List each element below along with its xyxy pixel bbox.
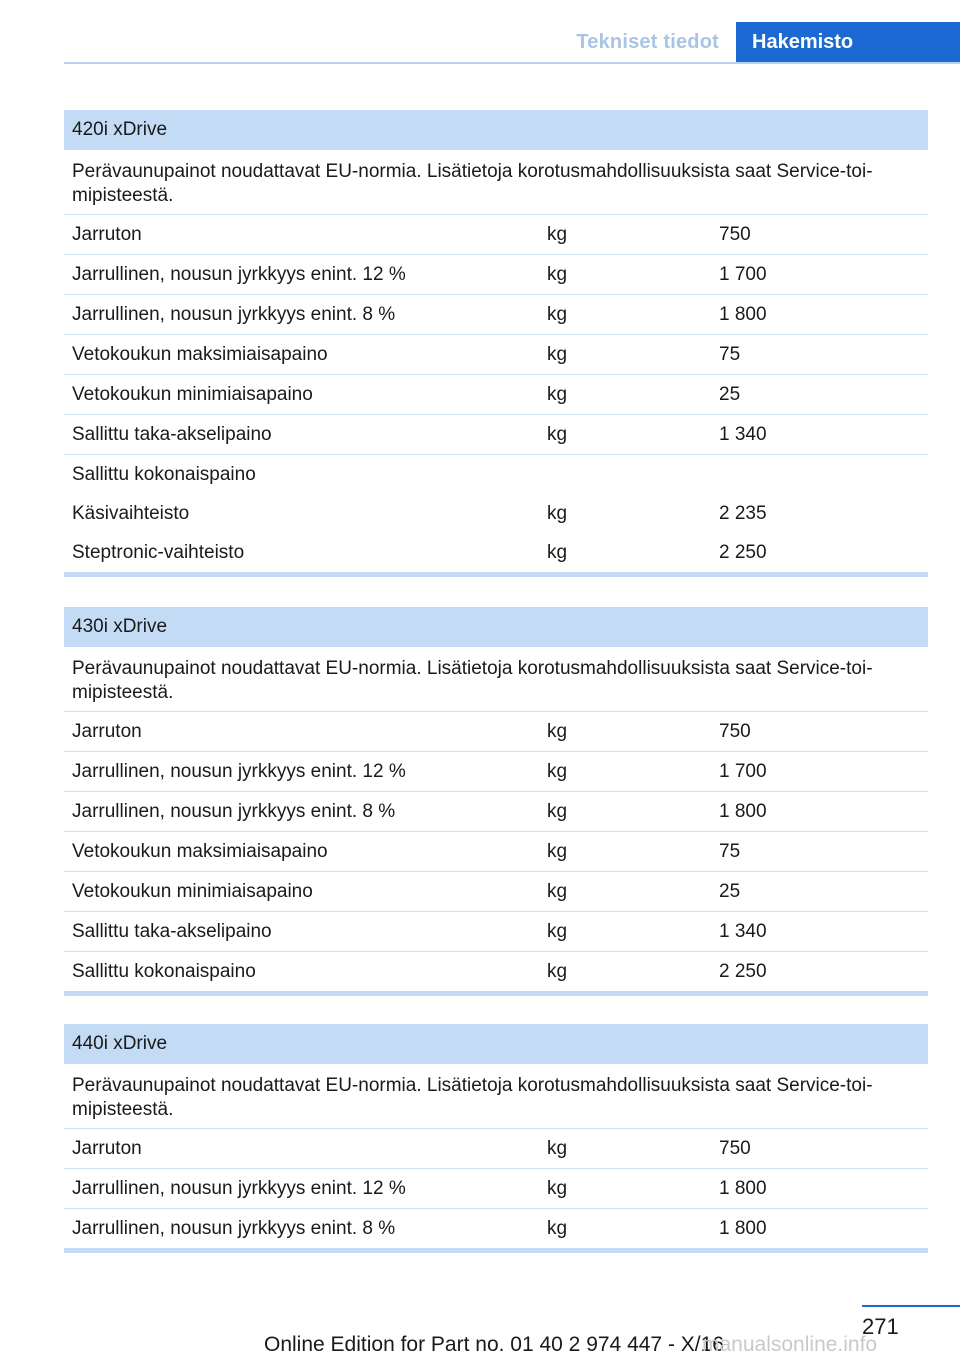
table-row — [64, 455, 928, 494]
spec-table-440i — [64, 1024, 928, 1253]
watermark: manualsonline.info — [702, 1333, 878, 1356]
row-unit: kg — [547, 1218, 568, 1239]
row-value: 1 800 — [719, 304, 767, 325]
row-unit: kg — [547, 881, 568, 902]
table-title: 440i xDrive — [64, 1024, 928, 1064]
row-unit: kg — [547, 224, 568, 245]
tab-hakemisto[interactable]: Hakemisto — [736, 22, 960, 62]
table-row — [64, 295, 928, 335]
row-value: 1 340 — [719, 921, 767, 942]
row-label: Sallittu kokonaispaino — [72, 961, 256, 982]
table-row — [64, 872, 928, 912]
row-value: 1 700 — [719, 264, 767, 285]
row-value: 25 — [719, 881, 741, 902]
row-label: Vetokoukun minimiaisapaino — [72, 881, 313, 902]
table-row — [64, 1169, 928, 1209]
table-row — [64, 375, 928, 415]
row-label: Vetokoukun maksimiaisapaino — [72, 344, 328, 365]
table-row — [64, 1129, 928, 1169]
row-label: Jarrullinen, nousun jyrkkyys enint. 12 % — [72, 761, 406, 782]
row-unit: kg — [547, 344, 568, 365]
row-unit: kg — [547, 801, 568, 822]
row-value: 2 235 — [719, 503, 767, 524]
row-unit: kg — [547, 304, 568, 325]
table-row — [64, 533, 928, 572]
row-label: Jarrullinen, nousun jyrkkyys enint. 8 % — [72, 304, 396, 325]
footer-accent-line — [862, 1305, 960, 1307]
row-label: Sallittu kokonaispaino — [72, 464, 256, 485]
row-unit: kg — [547, 503, 568, 524]
row-label: Jarruton — [72, 224, 142, 245]
row-label: Käsivaihteisto — [72, 503, 190, 524]
row-value: 75 — [719, 344, 741, 365]
row-label: Jarrullinen, nousun jyrkkyys enint. 12 % — [72, 1178, 406, 1199]
row-value: 1 800 — [719, 1218, 767, 1239]
row-unit: kg — [547, 721, 568, 742]
row-label: Sallittu taka-akselipaino — [72, 921, 272, 942]
spec-table-420i — [64, 110, 928, 577]
row-value: 1 800 — [719, 801, 767, 822]
row-unit: kg — [547, 961, 568, 982]
row-label: Jarrullinen, nousun jyrkkyys enint. 8 % — [72, 801, 396, 822]
row-unit: kg — [547, 424, 568, 445]
row-value: 2 250 — [719, 961, 767, 982]
table-title: 430i xDrive — [64, 607, 928, 647]
row-label: Vetokoukun maksimiaisapaino — [72, 841, 328, 862]
row-value: 1 800 — [719, 1178, 767, 1199]
table-row — [64, 712, 928, 752]
row-value: 75 — [719, 841, 741, 862]
row-value: 750 — [719, 224, 751, 245]
page-header — [64, 22, 960, 64]
row-value: 25 — [719, 384, 741, 405]
row-value: 750 — [719, 1138, 751, 1159]
table-row — [64, 494, 928, 533]
row-label: Vetokoukun minimiaisapaino — [72, 384, 313, 405]
table-note: Perävaunupainot noudattavat EU-normia. Lisätietoja korotusmahdollisuuksista saat Service-toi-mipisteestä. — [64, 1064, 928, 1129]
table-row — [64, 335, 928, 375]
table-row — [64, 215, 928, 255]
table-end-bar — [64, 1248, 928, 1253]
edition-text: Online Edition for Part no. 01 40 2 974 447 - X/16 — [264, 1333, 724, 1356]
row-label: Jarruton — [72, 1138, 142, 1159]
table-row — [64, 1209, 928, 1248]
table-row — [64, 255, 928, 295]
row-label: Jarruton — [72, 721, 142, 742]
row-unit: kg — [547, 921, 568, 942]
row-label: Jarrullinen, nousun jyrkkyys enint. 8 % — [72, 1218, 396, 1239]
table-end-bar — [64, 572, 928, 577]
tab-tekniset-tiedot[interactable]: Tekniset tiedot — [576, 31, 719, 53]
row-unit: kg — [547, 542, 568, 563]
row-value: 2 250 — [719, 542, 767, 563]
table-note: Perävaunupainot noudattavat EU-normia. Lisätietoja korotusmahdollisuuksista saat Service-toi-mipisteestä. — [64, 150, 928, 215]
row-value: 1 340 — [719, 424, 767, 445]
row-unit: kg — [547, 1138, 568, 1159]
row-unit: kg — [547, 761, 568, 782]
table-row — [64, 752, 928, 792]
row-label: Sallittu taka-akselipaino — [72, 424, 272, 445]
row-label: Steptronic-vaihteisto — [72, 542, 245, 563]
table-row — [64, 832, 928, 872]
row-unit: kg — [547, 264, 568, 285]
table-row — [64, 792, 928, 832]
table-note: Perävaunupainot noudattavat EU-normia. Lisätietoja korotusmahdollisuuksista saat Service-toi-mipisteestä. — [64, 647, 928, 712]
row-value: 750 — [719, 721, 751, 742]
table-row — [64, 952, 928, 991]
row-unit: kg — [547, 1178, 568, 1199]
spec-table-430i — [64, 607, 928, 996]
table-title: 420i xDrive — [64, 110, 928, 150]
table-row — [64, 912, 928, 952]
table-end-bar — [64, 991, 928, 996]
row-unit: kg — [547, 841, 568, 862]
table-row — [64, 415, 928, 455]
row-value: 1 700 — [719, 761, 767, 782]
row-label: Jarrullinen, nousun jyrkkyys enint. 12 % — [72, 264, 406, 285]
row-unit: kg — [547, 384, 568, 405]
page-number: 271 — [862, 1314, 899, 1339]
